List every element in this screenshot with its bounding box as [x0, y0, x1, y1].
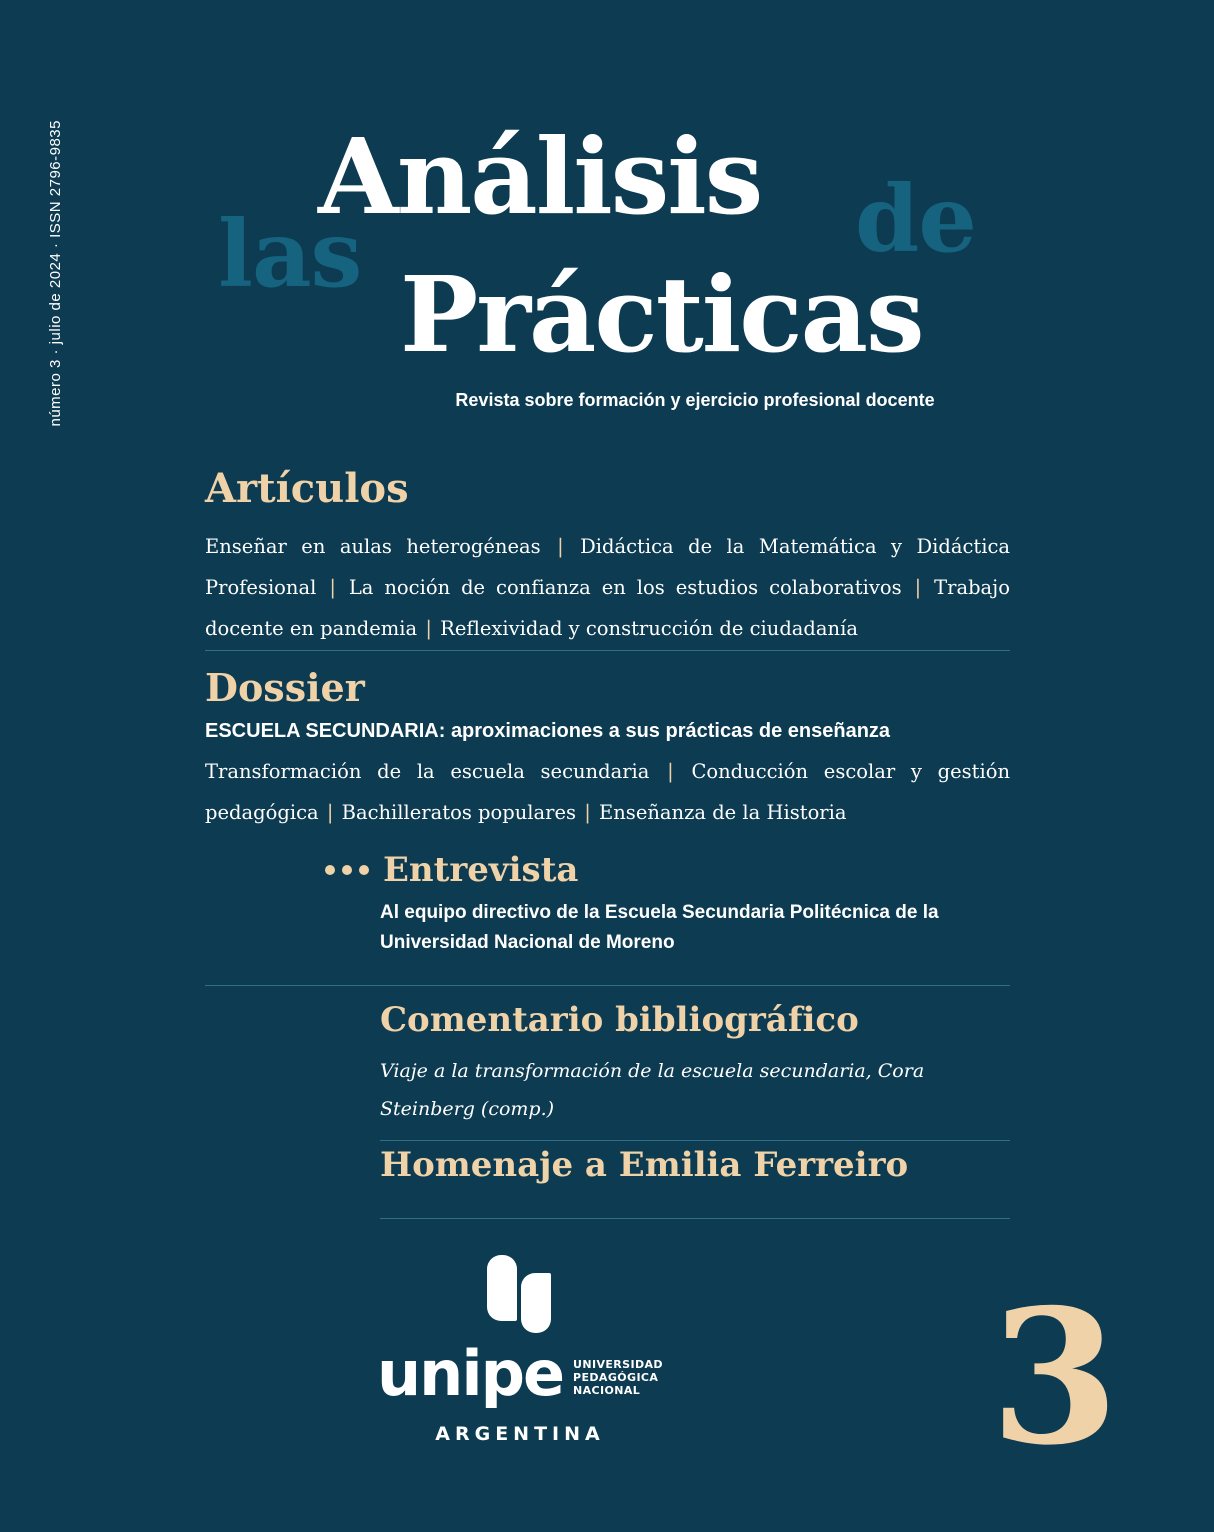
masthead-title	[200, 105, 1030, 376]
comentario-body: Viaje a la transformación de la escuela secundaria, Cora Steinberg (comp.)	[380, 1060, 925, 1120]
articulos-item: Enseñar en aulas heterogéneas	[205, 535, 541, 558]
section-homenaje	[380, 1145, 1010, 1185]
issue-number: 3	[990, 1268, 1119, 1486]
articulos-separator: |	[914, 576, 922, 599]
divider-articulos	[205, 650, 1010, 651]
dossier-item: Enseñanza de la Historia	[599, 801, 847, 824]
articulos-item: Trabajo docente en pandemia	[205, 576, 1010, 640]
articulos-separator: |	[425, 617, 432, 640]
logo-tagline-line2: PEDAGÓGICA	[573, 1371, 659, 1384]
three-dots-icon	[325, 865, 369, 875]
masthead-word-las: las	[218, 200, 362, 308]
logo-tagline-line1: UNIVERSIDAD	[573, 1358, 663, 1371]
dossier-item: Transformación de la escuela secundaria	[205, 760, 650, 783]
dossier-separator: |	[667, 760, 674, 783]
homenaje-heading: Homenaje a Emilia Ferreiro	[380, 1145, 909, 1185]
dossier-subtitle: ESCUELA SECUNDARIA: aproximaciones a sus prácticas de enseñanza	[205, 720, 891, 742]
logo-tagline	[573, 1358, 663, 1405]
entrevista-header	[325, 850, 1015, 890]
divider-homenaje	[380, 1218, 1010, 1219]
section-articulos	[205, 465, 1010, 649]
articulos-item: Reflexividad y construcción de ciudadanía	[440, 617, 858, 640]
dossier-item: Conducción escolar y gestión pedagógica	[205, 760, 1011, 824]
dossier-heading: Dossier	[205, 665, 365, 710]
divider-entrevista	[205, 985, 1010, 986]
articulos-item: La noción de confianza en los estudios colaborativos	[348, 576, 902, 599]
logo-tagline-line3: NACIONAL	[573, 1384, 641, 1397]
masthead-word-de: de	[855, 165, 976, 273]
section-comentario-bibliografico	[380, 1000, 1010, 1128]
spine-info	[40, 120, 70, 540]
dossier-item: Bachilleratos populares	[341, 801, 577, 824]
articulos-item: Didáctica de la Matemática y Didáctica Profesional	[205, 535, 1011, 599]
masthead	[200, 105, 1030, 410]
masthead-subtitle: Revista sobre formación y ejercicio profesional docente	[455, 390, 935, 410]
logo-wordmark: unipe	[377, 1337, 564, 1410]
comentario-heading: Comentario bibliográfico	[380, 1000, 859, 1040]
issn-issue-text: número 3 · julio de 2024 · ISSN 2796-9835	[46, 120, 64, 427]
logo-country: ARGENTINA	[435, 1423, 605, 1445]
dossier-separator: |	[584, 801, 591, 824]
divider-comentario	[380, 1140, 1010, 1141]
masthead-word-analisis: Análisis	[318, 115, 762, 238]
publisher-logo	[370, 1255, 670, 1485]
dossier-separator: |	[326, 801, 334, 824]
articulos-heading: Artículos	[205, 465, 409, 512]
logo-wordmark-row	[370, 1337, 670, 1410]
articulos-separator: |	[557, 535, 564, 558]
unipe-mark-icon	[481, 1255, 559, 1333]
section-dossier	[205, 665, 1010, 833]
entrevista-body: Al equipo directivo de la Escuela Secundaria Politécnica de la Universidad Nacional de Moreno	[380, 902, 939, 953]
entrevista-heading: Entrevista	[383, 850, 579, 890]
section-entrevista	[325, 850, 1015, 958]
masthead-word-practicas: Prácticas	[400, 253, 923, 376]
articulos-list	[205, 526, 1010, 649]
articulos-separator: |	[329, 576, 336, 599]
dossier-list	[205, 751, 1010, 833]
